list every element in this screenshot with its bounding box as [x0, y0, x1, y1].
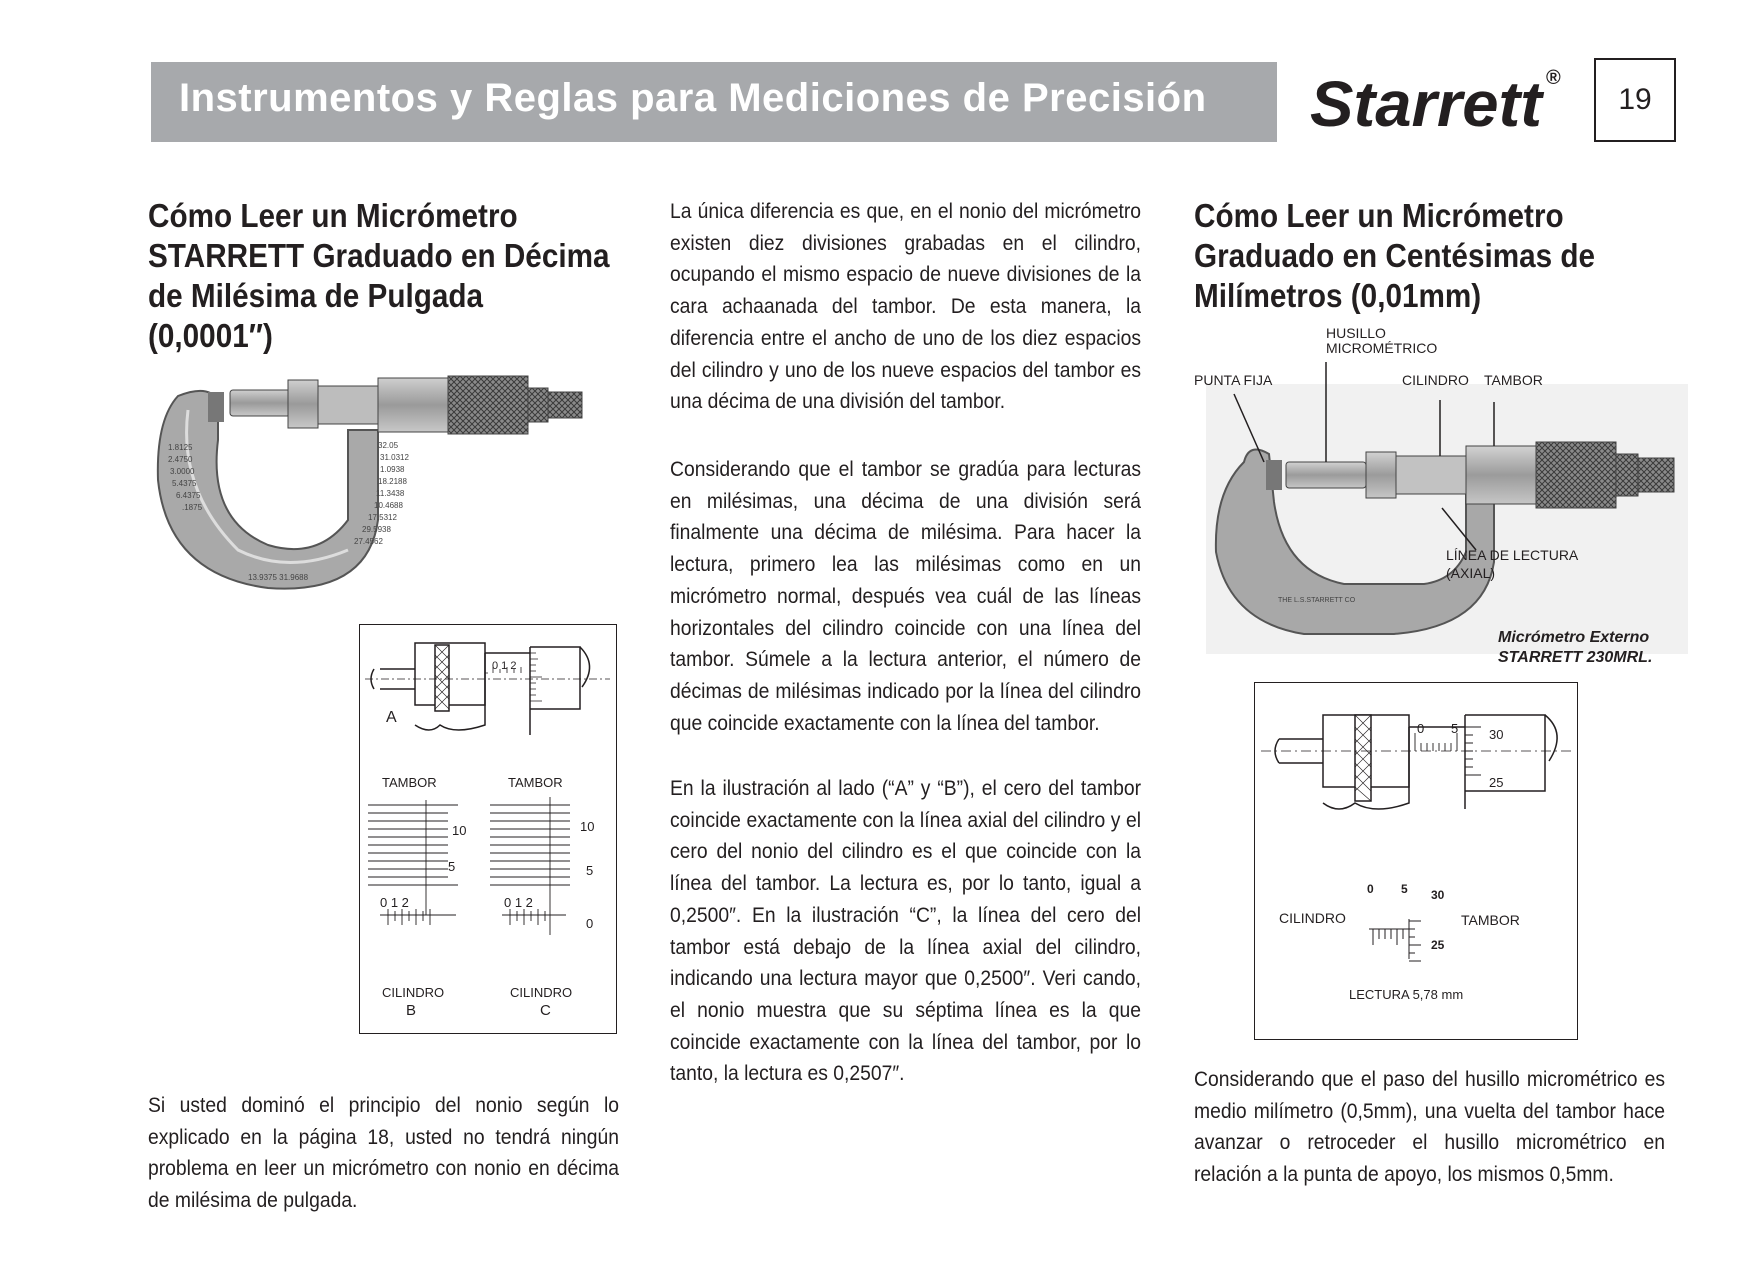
svg-text:3.0000: 3.0000 [170, 467, 195, 476]
svg-text:Starrett: Starrett [1310, 68, 1545, 138]
svg-text:5: 5 [1451, 721, 1459, 736]
right-paragraph: Considerando que el paso del husillo micrométrico es medio milímetro (0,5mm), una vuelta del tambor hace avanzar o retroceder el husillo micrométrico en relación a la punta de apoyo, los mismos 0,5mm. [1194, 1068, 1666, 1187]
svg-text:13.9375 31.9688: 13.9375 31.9688 [248, 573, 309, 582]
label-punta-fija: PUNTA FIJA [1194, 372, 1273, 388]
label-tambor: TAMBOR [1484, 372, 1543, 388]
svg-text:1.8125: 1.8125 [168, 443, 193, 452]
svg-text:10: 10 [580, 819, 595, 834]
middle-paragraph-1: La única diferencia es que, en el nonio del micrómetro existen diez divisiones grabadas en el cilindro, ocupando el mismo espacio de nueve divisiones de la cara achaanada del tambor. De esta manera, la diferencia entre el ancho de uno de los diez espacios del cilindro y uno de los nueve espacios del tambor es una décima de una división del tambor. [670, 200, 1142, 414]
label-cilindro: CILINDRO [1402, 372, 1469, 388]
svg-text:10: 10 [452, 823, 467, 838]
svg-text:11.3438: 11.3438 [376, 489, 405, 498]
svg-text:CILINDRO: CILINDRO [1279, 910, 1346, 926]
svg-text:1.0938: 1.0938 [380, 465, 405, 474]
svg-text:0 1 2: 0 1 2 [492, 660, 517, 672]
svg-text:29.5938: 29.5938 [362, 525, 391, 534]
svg-text:0: 0 [1367, 882, 1374, 896]
svg-text:0 1 2: 0 1 2 [380, 895, 409, 910]
vernier-diagram-abc [359, 624, 617, 1034]
svg-text:CILINDRO: CILINDRO [510, 985, 573, 1000]
svg-text:A: A [386, 709, 397, 726]
svg-text:30: 30 [1431, 888, 1445, 902]
svg-text:TAMBOR: TAMBOR [1461, 912, 1520, 928]
svg-text:0: 0 [1417, 721, 1425, 736]
svg-text:27.4562: 27.4562 [354, 537, 383, 546]
label-husillo: HUSILLO MICROMÉTRICO [1326, 325, 1438, 356]
page-number: 19 [1594, 58, 1676, 142]
svg-text:5: 5 [586, 863, 594, 878]
svg-text:31.0312: 31.0312 [380, 453, 409, 462]
photo-caption: Micrómetro Externo STARRETT 230MRL. [1498, 629, 1653, 666]
svg-text:0 1 2: 0 1 2 [504, 895, 533, 910]
right-heading: Cómo Leer un Micrómetro Graduado en Centésimas de Milímetros (0,01mm) [1194, 197, 1596, 314]
svg-text:30: 30 [1489, 727, 1504, 742]
svg-text:TAMBOR: TAMBOR [508, 775, 563, 790]
svg-text:LECTURA 5,78 mm: LECTURA 5,78 mm [1349, 987, 1464, 1002]
svg-text:B: B [406, 1002, 417, 1019]
svg-text:.1875: .1875 [182, 503, 203, 512]
svg-text:CILINDRO: CILINDRO [382, 985, 445, 1000]
svg-text:10.4688: 10.4688 [374, 501, 403, 510]
svg-text:6.4375: 6.4375 [176, 491, 201, 500]
svg-text:25: 25 [1431, 938, 1445, 952]
svg-text:17.5312: 17.5312 [368, 513, 397, 522]
left-paragraph: Si usted dominó el principio del nonio según lo explicado en la página 18, usted no tendrá ningún problema en leer un micrómetro con nonio en décima de milésima de pulgada. [148, 1094, 620, 1213]
middle-paragraph-3: En la ilustración al lado (“A” y “B”), el cero del tambor coincide exactamente con la línea axial del cilindro y el cero del nonio del cilindro es el que coincide con la línea del tambor. La lectura es, por lo tanto, igual a 0,2500″. En la ilustración “C”, la línea del cero del tambor está debajo de la línea axial del cilindro, indicando una lectura mayor que 0,2500″. Veri cando, el nonio muestra que su séptima línea es la que coincide exactamente con la línea del tambor, por lo tanto, la lectura es 0,2507″. [670, 777, 1142, 1086]
svg-text:C: C [540, 1002, 551, 1019]
middle-paragraph-2: Considerando que el tambor se gradúa para lecturas en milésimas, una décima de una división será finalmente una décima de milésima. Para hacer la lectura, primero lea las milésimas como en un micrómetro normal, después vea cuál de las líneas horizontales del cilindro coincide con una línea del tambor. Súmele a la lectura anterior, el número de décimas de milésimas indicado por la línea del cilindro que coincide exactamente con la línea del tambor. [670, 458, 1142, 735]
label-linea-lectura: LÍNEA DE LECTURA (AXIAL) [1446, 547, 1579, 581]
svg-text:5: 5 [448, 859, 456, 874]
svg-text:18.2188: 18.2188 [378, 477, 407, 486]
svg-text:®: ® [1546, 67, 1561, 89]
svg-text:25: 25 [1489, 775, 1504, 790]
inch-micrometer-photo [148, 370, 608, 600]
svg-text:0: 0 [586, 916, 594, 931]
header-banner [151, 62, 1277, 142]
svg-text:5.4375: 5.4375 [172, 479, 197, 488]
svg-text:2.4750: 2.4750 [168, 455, 193, 464]
svg-text:32.05: 32.05 [378, 441, 399, 450]
svg-text:THE L.S.STARRETT CO: THE L.S.STARRETT CO [1278, 597, 1356, 604]
svg-text:TAMBOR: TAMBOR [382, 775, 437, 790]
left-heading: Cómo Leer un Micrómetro STARRETT Graduado en Décima de Milésima de Pulgada (0,0001″) [148, 197, 610, 354]
page-title: Instrumentos y Reglas para Mediciones de Precisión [179, 76, 1207, 120]
svg-text:5: 5 [1401, 882, 1408, 896]
starrett-logo [1308, 58, 1568, 138]
metric-reading-diagram [1254, 682, 1578, 1040]
